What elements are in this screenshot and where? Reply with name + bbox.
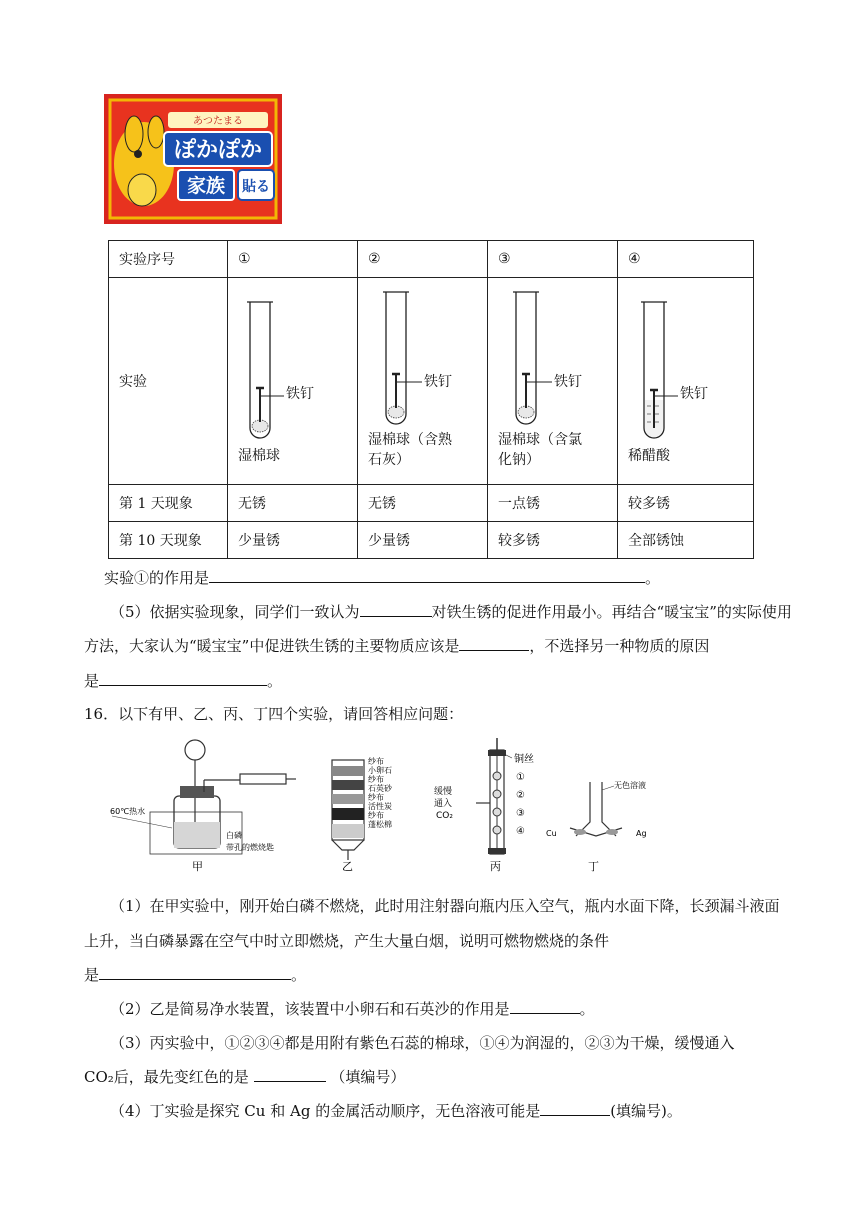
- svg-text:④: ④: [516, 826, 525, 837]
- svg-text:小卵石: 小卵石: [368, 766, 392, 775]
- table-header-row: [109, 241, 754, 278]
- question-text: 实验①的作用是: [104, 569, 210, 587]
- tube-cell-3: [488, 278, 618, 485]
- q3-line-2: [84, 1066, 405, 1087]
- svg-text:②: ②: [516, 790, 525, 801]
- question-text: CO₂后，最先变红色的是: [84, 1068, 249, 1086]
- answer-blank[interactable]: [360, 602, 432, 617]
- table-cell: 少量锈: [358, 522, 488, 559]
- table-header-cell: ①: [228, 241, 358, 278]
- question-text: （填编号）: [330, 1068, 406, 1086]
- tube-cell-2: [358, 278, 488, 485]
- answer-blank[interactable]: [99, 965, 291, 980]
- svg-text:纱布: 纱布: [368, 775, 384, 784]
- table-header-cell: 实验序号: [109, 241, 228, 278]
- svg-text:无色溶液: 无色溶液: [614, 781, 646, 790]
- svg-text:Ag: Ag: [636, 829, 647, 838]
- svg-text:③: ③: [516, 808, 525, 819]
- question-text: ，不选择另一种物质的原因: [529, 637, 710, 655]
- svg-text:①: ①: [516, 772, 525, 783]
- svg-text:CO₂: CO₂: [436, 811, 453, 821]
- svg-text:纱布: 纱布: [368, 793, 384, 802]
- question-16-title: 16．以下有甲、乙、丙、丁四个实验，请回答相应问题：: [84, 705, 464, 723]
- svg-text:家族: 家族: [186, 175, 226, 197]
- svg-text:ぽかぽか: ぽかぽか: [173, 138, 263, 163]
- svg-text:活性炭: 活性炭: [368, 802, 392, 811]
- punctuation: 。: [579, 1000, 595, 1018]
- tube-caption: 湿棉球（含氯化钠）: [498, 432, 582, 468]
- svg-text:铜丝: 铜丝: [514, 754, 534, 765]
- nail-label: 铁钉: [286, 386, 314, 402]
- tube-caption: 稀醋酸: [628, 448, 670, 464]
- table-row: [109, 522, 754, 559]
- apparatus-jia-icon: [110, 740, 296, 873]
- q1-line-1: （1）在甲实验中，刚开始白磷不燃烧，此时用注射器向瓶内压入空气，瓶内水面下降，长颈漏斗液面: [110, 897, 780, 915]
- punctuation: 。: [645, 569, 661, 587]
- svg-text:丙: 丙: [490, 860, 501, 873]
- svg-text:甲: 甲: [192, 860, 203, 873]
- table-cell: 一点锈: [488, 485, 618, 522]
- answer-blank[interactable]: [459, 636, 529, 651]
- table-header-cell: ②: [358, 241, 488, 278]
- tube-cell-4: [618, 278, 754, 485]
- table-cell: 较多锈: [618, 485, 754, 522]
- answer-blank[interactable]: [209, 568, 645, 583]
- svg-text:60℃热水: 60℃热水: [110, 807, 146, 816]
- q5-line-1: [110, 601, 792, 622]
- answer-blank[interactable]: [254, 1067, 326, 1082]
- question-text: （2）乙是简易净水装置，该装置中小卵石和石英沙的作用是: [110, 1000, 510, 1018]
- question-text: 是: [84, 672, 100, 690]
- question-text: (填编号)。: [610, 1102, 682, 1120]
- svg-text:通入: 通入: [434, 799, 453, 809]
- table-header-cell: ④: [618, 241, 754, 278]
- row-label: 第 10 天现象: [109, 522, 228, 559]
- apparatus-bing-icon: [434, 738, 534, 873]
- table-cell: 无锈: [358, 485, 488, 522]
- question-text: （4）丁实验是探究 Cu 和 Ag 的金属活动顺序，无色溶液可能是: [110, 1102, 541, 1120]
- svg-text:蓬松棉: 蓬松棉: [368, 820, 392, 829]
- svg-text:貼る: 貼る: [242, 179, 270, 195]
- q3-line-1: （3）丙实验中，①②③④都是用附有紫色石蕊的棉球，①④为润湿的，②③为干燥，缓慢通入: [110, 1034, 735, 1052]
- product-logo-image: [104, 94, 282, 224]
- table-cell: 无锈: [228, 485, 358, 522]
- q4-line: [110, 1100, 682, 1121]
- table-cell: 较多锈: [488, 522, 618, 559]
- table-row-experiment: [109, 278, 754, 485]
- svg-text:Cu: Cu: [546, 829, 557, 838]
- apparatus-figure: [110, 736, 710, 876]
- question-text: 方法，大家认为“暖宝宝”中促进铁生锈的主要物质应该是: [84, 637, 460, 655]
- table-cell: 少量锈: [228, 522, 358, 559]
- answer-blank[interactable]: [510, 999, 580, 1014]
- answer-blank[interactable]: [99, 671, 267, 686]
- svg-text:白磷: 白磷: [226, 831, 242, 840]
- svg-text:纱布: 纱布: [368, 757, 384, 766]
- svg-text:あつたまる: あつたまる: [193, 116, 243, 127]
- nail-label: 铁钉: [680, 386, 708, 402]
- tube-caption: 湿棉球: [238, 448, 280, 464]
- table-cell: 全部锈蚀: [618, 522, 754, 559]
- svg-text:乙: 乙: [342, 860, 353, 873]
- punctuation: 。: [291, 966, 307, 984]
- question-text: （5）依据实验现象，同学们一致认为: [110, 603, 360, 621]
- answer-blank[interactable]: [540, 1101, 610, 1116]
- q1-line-2: 上升，当白磷暴露在空气中时立即燃烧，产生大量白烟，说明可燃物燃烧的条件: [84, 932, 610, 950]
- exp1-role-line: [104, 567, 660, 588]
- svg-text:丁: 丁: [588, 860, 599, 873]
- q5-line-2: [84, 635, 709, 656]
- svg-text:石英砂: 石英砂: [368, 784, 392, 793]
- svg-text:缓慢: 缓慢: [434, 787, 453, 797]
- q5-line-3: [84, 670, 282, 691]
- punctuation: 。: [267, 672, 283, 690]
- experiment-table: [108, 240, 754, 559]
- nail-label: 铁钉: [424, 374, 452, 390]
- table-header-cell: ③: [488, 241, 618, 278]
- svg-text:带孔的燃烧匙: 带孔的燃烧匙: [226, 843, 274, 852]
- row-label-experiment: 实验: [109, 278, 228, 485]
- apparatus-ding-icon: [546, 780, 647, 873]
- q2-line: [110, 998, 595, 1019]
- svg-text:纱布: 纱布: [368, 811, 384, 820]
- nail-label: 铁钉: [554, 374, 582, 390]
- question-text: 对铁生锈的促进作用最小。再结合“暖宝宝”的实际使用: [431, 603, 792, 621]
- tube-cell-1: [228, 278, 358, 485]
- q1-line-3: [84, 964, 306, 985]
- tube-caption: 湿棉球（含熟石灰）: [368, 432, 452, 468]
- apparatus-yi-icon: [332, 756, 393, 873]
- row-label: 第 1 天现象: [109, 485, 228, 522]
- question-text: 是: [84, 966, 100, 984]
- table-row: [109, 485, 754, 522]
